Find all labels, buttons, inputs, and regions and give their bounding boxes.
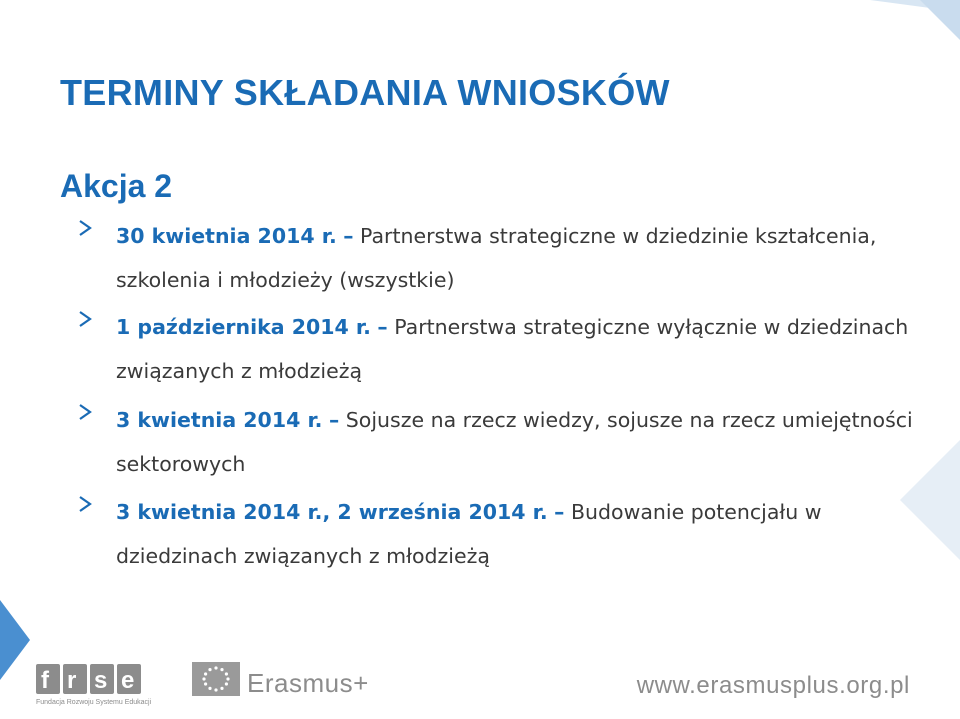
bullet-arrow-icon bbox=[78, 219, 92, 237]
deadline-text bbox=[116, 398, 928, 486]
bullet-arrow-icon bbox=[78, 310, 92, 328]
deadline-text bbox=[116, 490, 928, 578]
top-right-corner-decoration bbox=[800, 0, 960, 60]
deadline-text bbox=[116, 214, 928, 302]
deadline-dash: – bbox=[343, 224, 354, 248]
deadline-date: 1 października 2014 r. bbox=[116, 315, 371, 339]
frse-logo bbox=[36, 662, 152, 706]
deadline-dash: – bbox=[377, 315, 388, 339]
deadline-dash: – bbox=[554, 500, 565, 524]
deadline-text bbox=[116, 305, 928, 393]
slide-title: TERMINY SKŁADANIA WNIOSKÓW bbox=[60, 72, 670, 113]
deadline-item bbox=[78, 398, 928, 486]
deadline-item bbox=[78, 214, 928, 302]
frse-caption: Fundacja Rozwoju Systemu Edukacji bbox=[36, 699, 152, 706]
deadline-date: 3 kwietnia 2014 r. bbox=[116, 408, 323, 432]
deadline-date: 3 kwietnia 2014 r., 2 września 2014 r. bbox=[116, 500, 548, 524]
svg-text:e: e bbox=[121, 667, 135, 694]
bullet-arrow-icon bbox=[78, 495, 92, 513]
svg-text:r: r bbox=[67, 667, 77, 694]
deadline-description: Budowanie potencjału w dziedzinach związanych z młodzieżą bbox=[116, 500, 822, 568]
deadline-dash: – bbox=[329, 408, 340, 432]
website-link[interactable]: www.erasmusplus.org.pl bbox=[636, 672, 910, 699]
footer bbox=[0, 650, 960, 719]
svg-text:s: s bbox=[94, 667, 108, 694]
deadline-description: Sojusze na rzecz wiedzy, sojusze na rzecz umiejętności sektorowych bbox=[116, 408, 913, 476]
svg-text:f: f bbox=[41, 667, 49, 694]
bullet-arrow-icon bbox=[78, 403, 92, 421]
erasmus-plus-logo-text: Erasmus+ bbox=[247, 668, 369, 698]
deadline-date: 30 kwietnia 2014 r. bbox=[116, 224, 337, 248]
deadline-description: Partnerstwa strategiczne w dziedzinie kształcenia, szkolenia i młodzieży (wszystkie) bbox=[116, 224, 877, 292]
slide-subtitle: Akcja 2 bbox=[60, 168, 173, 204]
deadline-item bbox=[78, 490, 928, 578]
deadline-description: Partnerstwa strategiczne wyłącznie w dziedzinach związanych z młodzieżą bbox=[116, 315, 909, 383]
eu-flag-icon bbox=[192, 662, 240, 696]
deadline-item bbox=[78, 305, 928, 393]
